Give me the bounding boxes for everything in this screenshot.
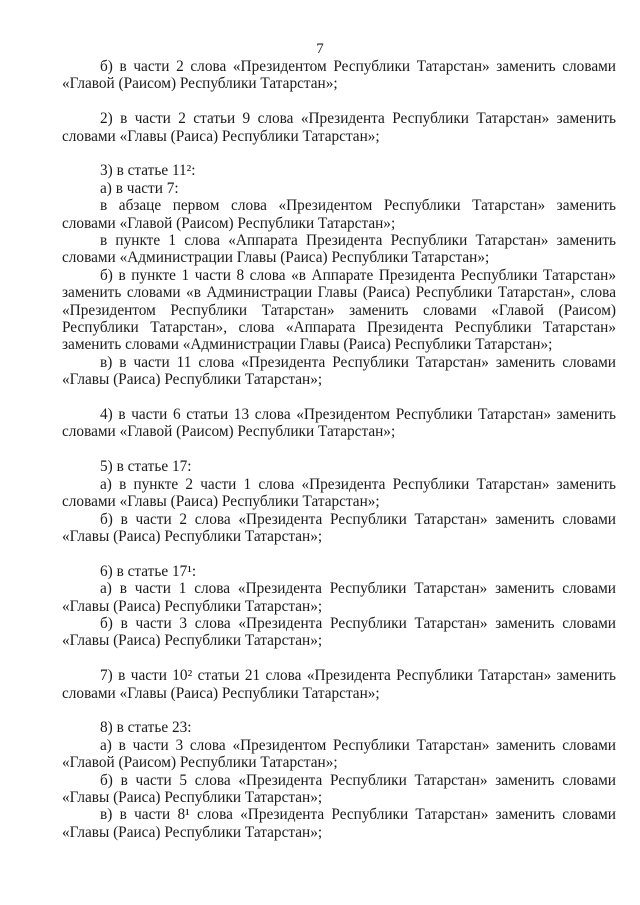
paragraph-gap	[62, 389, 616, 406]
paragraph: 7) в части 10² статьи 21 слова «Президента Республики Татарстан» заменить словами «Главы (Раиса) Республики Татарстан»;	[62, 667, 616, 702]
paragraph: 3) в статье 11²:	[100, 162, 196, 180]
paragraph: б) в части 3 слова «Президента Республики Татарстан» заменить словами «Главы (Раиса) Республики Татарстан»;	[62, 614, 616, 650]
paragraph: а) в части 1 слова «Президента Республики Татарстан» заменить словами «Главы (Раиса) Республики Татарстан»;	[62, 580, 616, 615]
paragraph: в абзаце первом слова «Президентом Республики Татарстан» заменить словами «Главой (Раисом) Республики Татарстан»;	[62, 197, 616, 232]
paragraph: а) в части 3 слова «Президентом Республики Татарстан» заменить словами «Главой (Раисом) Республики Татарстан»;	[62, 736, 616, 772]
paragraph: 5) в статье 17:	[100, 458, 192, 476]
paragraph-gap	[62, 145, 616, 162]
paragraph: а) в части 7:	[100, 179, 179, 197]
paragraph-gap	[62, 441, 616, 458]
paragraph: 2) в части 2 статьи 9 слова «Президента Республики Татарстан» заменить словами «Главы (Раиса) Республики Татарстан»;	[62, 110, 616, 145]
paragraph-gap	[62, 93, 616, 110]
paragraph: б) в пункте 1 части 8 слова «в Аппарате Президента Республики Татарстан» заменить словами «в Администрации Главы (Раиса) Республики Татарстан», слова «Президентом Республики Татарстан» заменить словами «Главой (Раисом) Республики Татарстан», слова «Аппарата Президента Республики Татарстан» заменить словами «Администрации Главы (Раиса) Республики Татарстан»;	[62, 266, 616, 354]
paragraph: 6) в статье 17¹:	[100, 562, 197, 580]
paragraph: б) в части 2 слова «Президентом Республики Татарстан» заменить словами «Главой (Раисом) Республики Татарстан»;	[62, 58, 616, 93]
paragraph: в пункте 1 слова «Аппарата Президента Республики Татарстан» заменить словами «Администрации Главы (Раиса) Республики Татарстан»;	[62, 232, 616, 267]
paragraph-gap	[62, 702, 616, 719]
document-body	[62, 58, 616, 841]
paragraph: 8) в статье 23:	[100, 719, 192, 737]
paragraph: б) в части 2 слова «Президента Республики Татарстан» заменить словами «Главы (Раиса) Республики Татарстан»;	[62, 510, 616, 545]
paragraph: в) в части 11 слова «Президента Республики Татарстан» заменить словами «Главы (Раиса) Республики Татарстан»;	[62, 353, 616, 389]
paragraph-gap	[62, 545, 616, 562]
page-number: 7	[316, 41, 324, 57]
paragraph: 4) в части 6 статьи 13 слова «Президентом Республики Татарстан» заменить словами «Главой (Раисом) Республики Татарстан»;	[62, 406, 616, 441]
paragraph: а) в пункте 2 части 1 слова «Президента Республики Татарстан» заменить словами «Главы (Раиса) Республики Татарстан»;	[62, 475, 616, 511]
paragraph-gap	[62, 650, 616, 667]
paragraph: в) в части 8¹ слова «Президента Республики Татарстан» заменить словами «Главы (Раиса) Республики Татарстан»;	[62, 806, 616, 841]
paragraph: б) в части 5 слова «Президента Республики Татарстан» заменить словами «Главы (Раиса) Республики Татарстан»;	[62, 771, 616, 806]
